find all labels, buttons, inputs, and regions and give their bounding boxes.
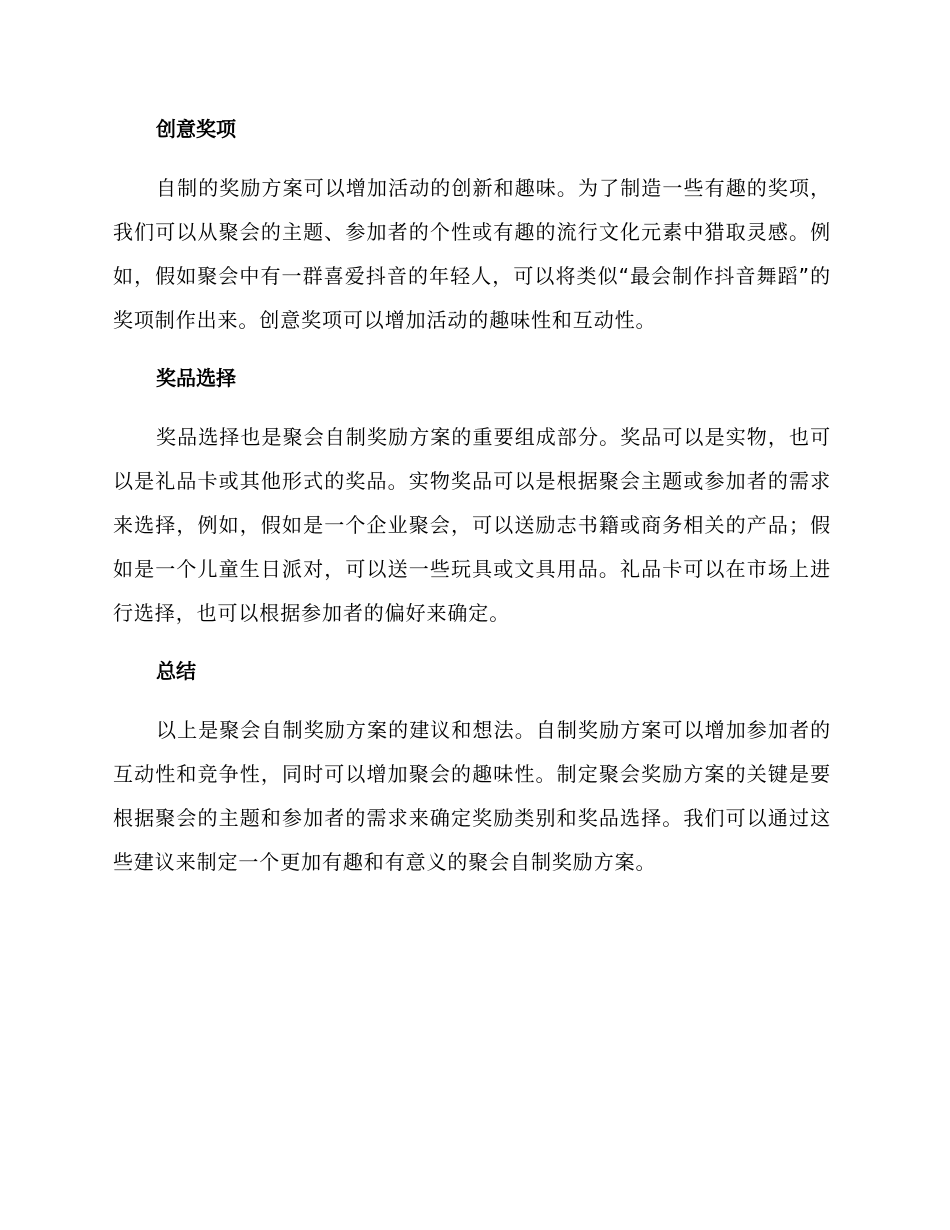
section-paragraph: 以上是聚会自制奖励方案的建议和想法。自制奖励方案可以增加参加者的互动性和竞争性，同时可以增加聚会的趣味性。制定聚会奖励方案的关键是要根据聚会的主题和参加者的需求来确定奖励类别和奖品选择。我们可以通过这些建议来制定一个更加有趣和有意义的聚会自制奖励方案。: [113, 718, 831, 874]
section-prize-selection: [113, 361, 831, 635]
section-paragraph: 奖品选择也是聚会自制奖励方案的重要组成部分。奖品可以是实物，也可以是礼品卡或其他形式的奖品。实物奖品可以是根据聚会主题或参加者的需求来选择，例如，假如是一个企业聚会，可以送励志书籍或商务相关的产品；假如是一个儿童生日派对，可以送一些玩具或文具用品。礼品卡可以在市场上进行选择，也可以根据参加者的偏好来确定。: [113, 425, 831, 625]
section-creative-awards: [113, 112, 831, 342]
section-heading: 创意奖项: [156, 117, 236, 141]
document-body: [113, 112, 831, 884]
section-heading: 总结: [156, 659, 196, 683]
section-paragraph: 自制的奖励方案可以增加活动的创新和趣味。为了制造一些有趣的奖项，我们可以从聚会的主题、参加者的个性或有趣的流行文化元素中猎取灵感。例如，假如聚会中有一群喜爱抖音的年轻人，可以将类似“最会制作抖音舞蹈”的奖项制作出来。创意奖项可以增加活动的趣味性和互动性。: [113, 176, 831, 332]
section-heading: 奖品选择: [156, 366, 236, 390]
section-summary: [113, 654, 831, 884]
